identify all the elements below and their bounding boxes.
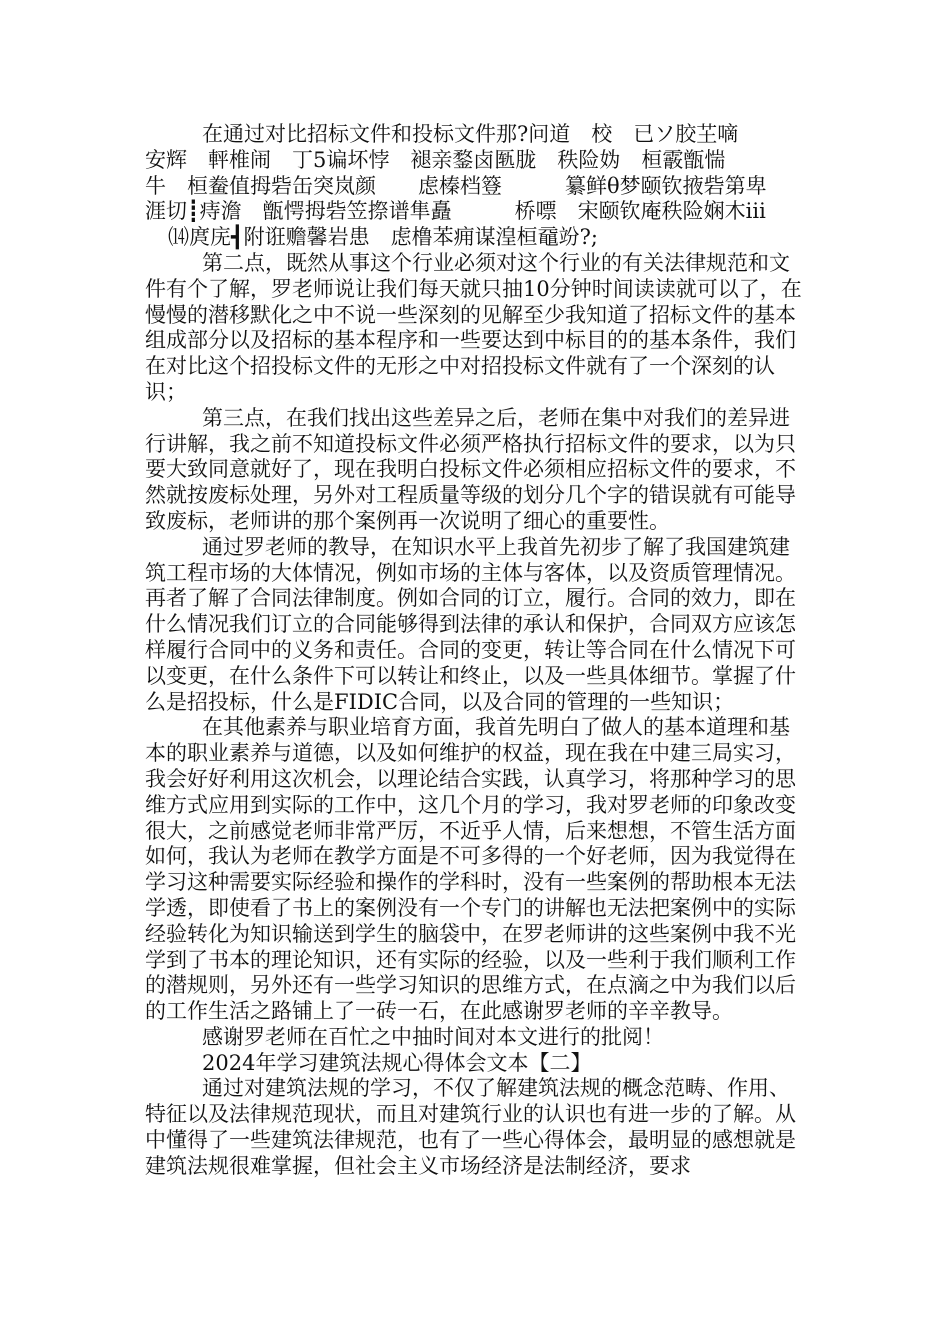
- paragraph-professional-development: 在其他素养与职业培育方面，我首先明白了做人的基本道理和基本的职业素养与道德，以及如何维护的权益，现在我在中建三局实习，我会好好利用这次机会，以理论结合实践，认真学习，将那种学习的思维方式应用到实际的工作中，这几个月的学习，我对罗老师的印象改变很大，之前感觉老师非常严厉，不近乎人情，后来想想，不管生活方面如何，我认为老师在教学方面是不可多得的一个好老师，因为我觉得在学习这种需要实际经验和操作的学科时，没有一些案例的帮助根本无法学透，即使看了书上的案例没有一个专门的讲解也无法把案例中的实际经验转化为知识输送到学生的脑袋中，在罗老师讲的这些案例中我不光学到了书本的理论知识，还有实际的经验，以及一些利于我们顺利工作的潜规则，另外还有一些学习知识的思维方式，在点滴之中为我们以后的工作生活之路铺上了一砖一石，在此感谢罗老师的辛辛教导。: [145, 715, 796, 1024]
- paragraph-thanks: 感谢罗老师在百忙之中抽时间对本文进行的批阅！: [202, 1024, 664, 1049]
- garbled-line-3: 牛 桓鲞值拇砦缶突岚颜 虑榛档簦 纂鲜θ梦颐钦掖砦第卑: [145, 173, 767, 198]
- paragraph-knowledge: 通过罗老师的教导，在知识水平上我首先初步了解了我国建筑建筑工程市场的大体情况，例如市场的主体与客体，以及资质管理情况。再者了解了合同法律制度。例如合同的订立，履行。合同的效力，即在什么情况我们订立的合同能够得到法律的承认和保护，合同双方应该怎样履行合同中的义务和责任。合同的变更，转让等合同在什么情况下可以变更，在什么条件下可以转让和终止，以及一些具体细节。掌握了什么是招投标，什么是FIDIC合同，以及合同的管理的一些知识；: [145, 534, 796, 714]
- section-heading: 2024年学习建筑法规心得体会文本【二】: [202, 1050, 592, 1075]
- paragraph-third-point: 第三点，在我们找出这些差异之后，老师在集中对我们的差异进行讲解，我之前不知道投标文件必须严格执行招标文件的要求，以为只要大致同意就好了，现在我明白投标文件必须相应招标文件的要求，不然就按废标处理，另外对工程质量等级的划分几个字的错误就有可能导致废标，老师讲的那个案例再一次说明了细心的重要性。: [145, 405, 796, 533]
- garbled-line-4: 涯切┋痔澹 甑愕拇砦笠摖谱隼矗 桥嘌 宋颐钦庵秩险娴木iii: [145, 199, 766, 224]
- paragraph-second-point: 第二点，既然从事这个行业必须对这个行业的有关法律规范和文件有个了解，罗老师说让我们每天就只抽10分钟时间读读就可以了，在慢慢的潜移默化之中不说一些深刻的见解至少我知道了招标文件的基本组成部分以及招标的基本程序和一些要达到中标目的的基本条件，我们在对比这个招投标文件的无形之中对招投标文件就有了一个深刻的认识；: [145, 250, 802, 404]
- garbled-line-5: ⒁庹庑┫附诳赡馨岩患 虑橹苯痈谋湟桓黿竕?;: [168, 225, 598, 250]
- garbled-line-2: 安辉 軯椎闹 丁5谝坏悖 褪亲鍪卤匦胧 秩险妫 桓霰甑惴: [145, 147, 726, 172]
- garbled-line-1: 在通过对比招标文件和投标文件那?问道 校 已ソ胶芏嘀: [202, 122, 739, 146]
- paragraph-section-two: 通过对建筑法规的学习，不仅了解建筑法规的概念范畴、作用、特征以及法律规范现状，而且对建筑行业的认识也有进一步的了解。从中懂得了一些建筑法律规范，也有了一些心得体会，最明显的感想就是建筑法规很难掌握，但社会主义市场经济是法制经济，要求: [145, 1076, 796, 1178]
- document-body: [145, 122, 810, 1180]
